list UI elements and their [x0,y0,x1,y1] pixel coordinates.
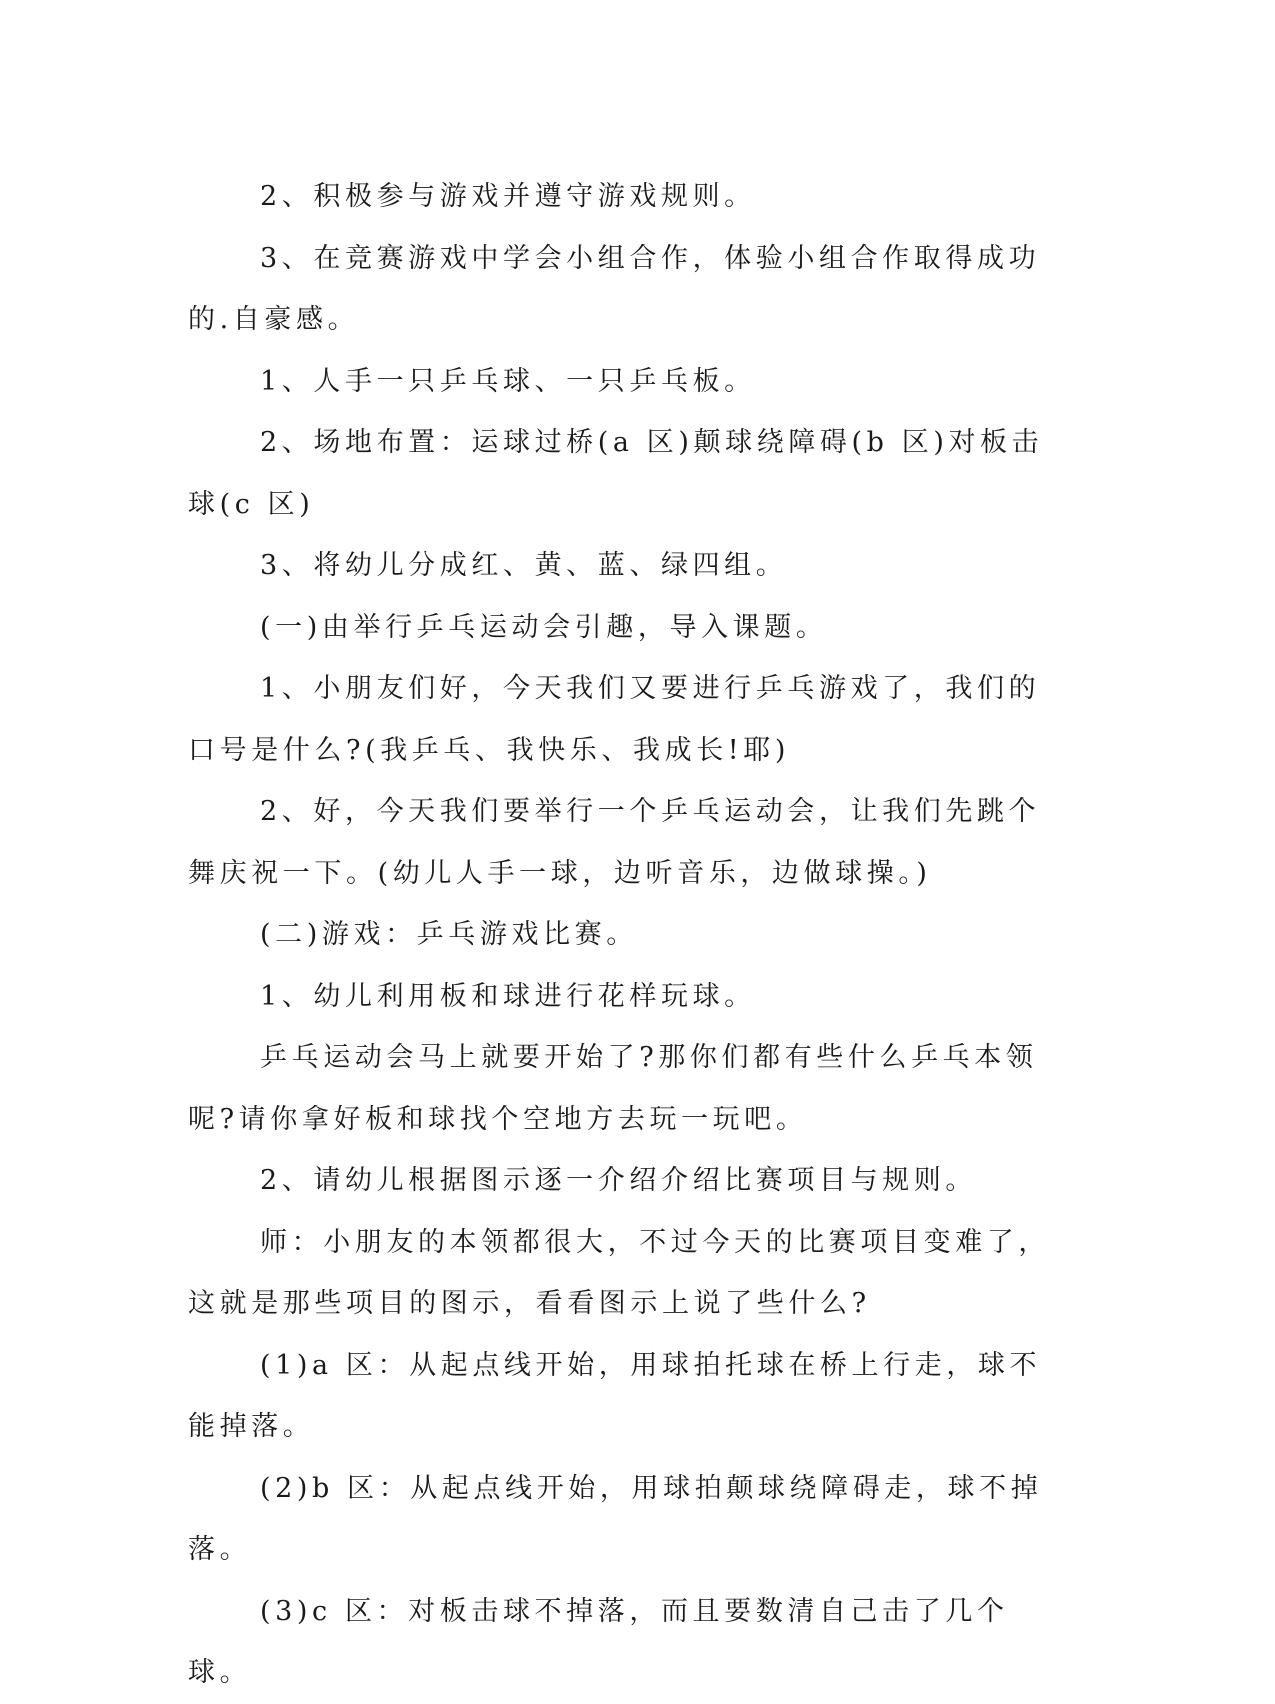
paragraph-prep-1: 1、人手一只乒乓球、一只乒乓板。 [260,365,756,397]
paragraph-section-1-heading: (一)由举行乒乓运动会引趣，导入课题。 [260,611,828,643]
paragraph-zone-b: (2)b 区：从起点线开始，用球拍颠球绕障碍走，球不掉落。 [188,1472,1043,1565]
paragraph-goal-2: 2、积极参与游戏并遵守游戏规则。 [260,181,756,212]
paragraph-section-1-step-1: 1、小朋友们好，今天我们又要进行乒乓游戏了，我们的口号是什么?(我乒乓、我快乐、我成长!耶) [188,673,1041,766]
paragraph-prep-3: 3、将幼儿分成红、黄、蓝、绿四组。 [260,550,788,581]
document-body [188,166,1068,1704]
paragraph-prep-2: 2、场地布置：运球过桥(a 区)颠球绕障碍(b 区)对板击球(c 区) [188,427,1044,520]
paragraph-goal-3: 3、在竞赛游戏中学会小组合作，体验小组合作取得成功的.自豪感。 [188,242,1041,335]
paragraph-zone-a: (1)a 区：从起点线开始，用球拍托球在桥上行走，球不能掉落。 [188,1349,1042,1442]
paragraph-section-2-step-1-detail: 乒乓运动会马上就要开始了?那你们都有些什么乒乓本领呢?请你拿好板和球找个空地方去玩一玩吧。 [188,1042,1038,1135]
paragraph-zone-c: (3)c 区：对板击球不掉落，而且要数清自己击了几个球。 [188,1595,1009,1688]
paragraph-section-2-step-1: 1、幼儿利用板和球进行花样玩球。 [260,980,756,1012]
paragraph-section-2-step-2: 2、请幼儿根据图示逐一介绍介绍比赛项目与规则。 [260,1165,977,1196]
paragraph-section-1-step-2: 2、好，今天我们要举行一个乒乓运动会，让我们先跳个舞庆祝一下。(幼儿人手一球，边听音乐，边做球操。) [188,796,1041,889]
paragraph-section-2-heading: (二)游戏：乒乓游戏比赛。 [260,919,638,950]
paragraph-teacher-speech: 师：小朋友的本领都很大，不过今天的比赛项目变难了，这就是那些项目的图示，看看图示上说了些什么? [188,1226,1050,1319]
